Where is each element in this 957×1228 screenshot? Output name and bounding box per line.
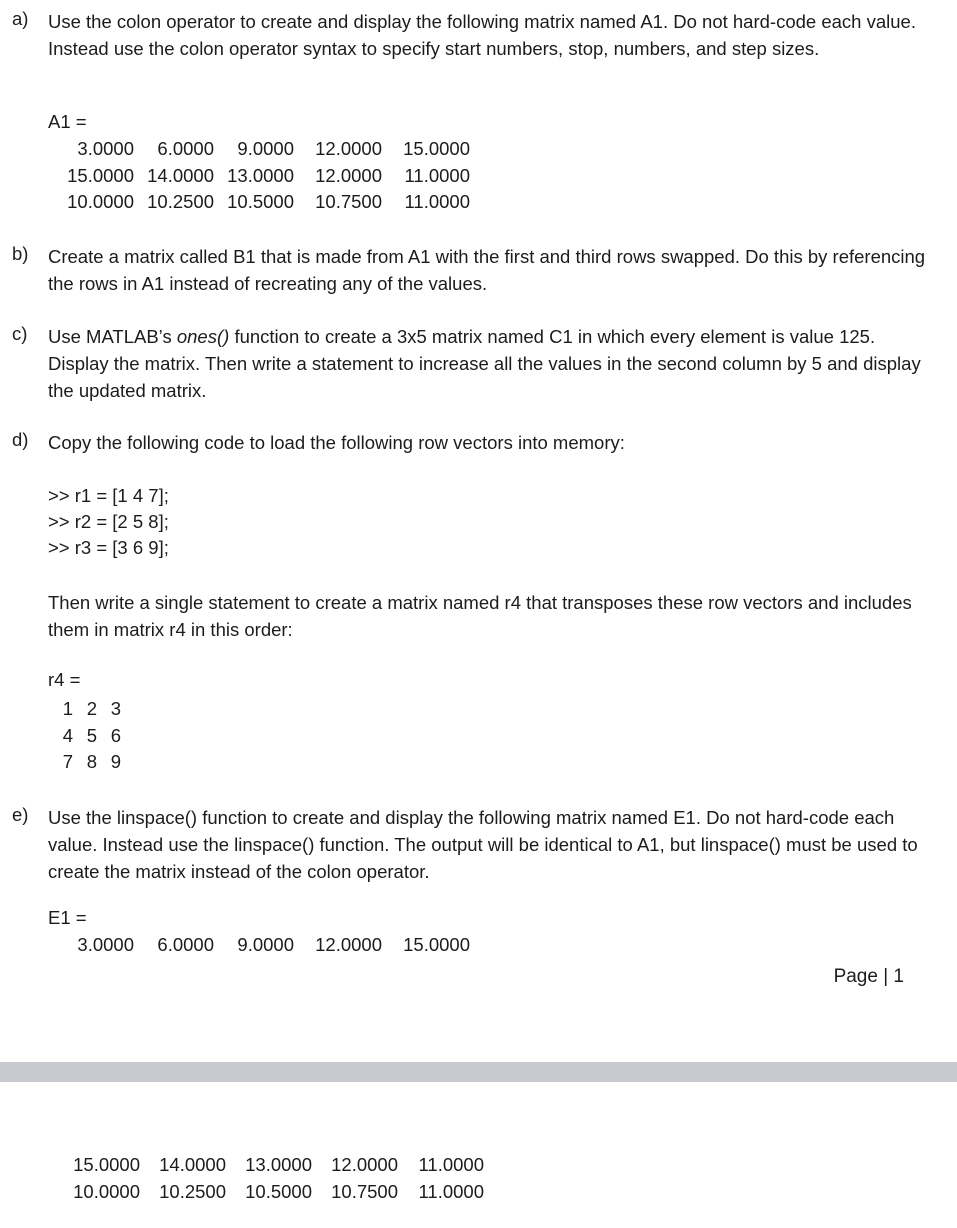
matrix-cell: 15.0000	[403, 138, 470, 159]
section-d-text: Copy the following code to load the following row vectors into memory:	[48, 432, 625, 453]
matrix-cell: 6.0000	[157, 934, 214, 955]
section-a-label: a)	[12, 8, 29, 29]
matrix-cell: 12.0000	[315, 138, 382, 159]
matrix-cell: 14.0000	[147, 164, 214, 186]
matrix-r4	[60, 696, 132, 776]
matrix-row	[60, 136, 476, 163]
section-e-label: e)	[12, 804, 29, 825]
matrix-cell: 3.0000	[77, 934, 134, 955]
section-b-text: Create a matrix called B1 that is made from A1 with the first and third rows swapped. Do this by referencing the rows in A1 instead of recreating any of the values.	[48, 246, 926, 294]
matrix-cell: 9.0000	[237, 934, 294, 955]
matrix-cell: 13.0000	[227, 164, 294, 186]
matrix-r4-name: r4 =	[48, 669, 81, 690]
section-d-label: d)	[12, 429, 29, 450]
page-number: Page | 1	[833, 966, 904, 987]
matrix-e1	[60, 932, 476, 959]
matrix-cell: 8	[86, 751, 97, 772]
matrix-cell: 1	[62, 698, 73, 719]
matrix-a1	[60, 136, 476, 216]
matrix-row	[60, 163, 476, 190]
matrix-cell: 11.0000	[418, 1154, 484, 1175]
matrix-cell: 11.0000	[404, 164, 470, 186]
code-line: >> r2 = [2 5 8];	[48, 511, 169, 532]
matrix-a1-name: A1 =	[48, 111, 87, 132]
matrix-cell: 12.0000	[315, 164, 382, 186]
matrix-cell: 11.0000	[418, 1180, 484, 1202]
section-b-label: b)	[12, 243, 29, 264]
matrix-cell: 14.0000	[159, 1154, 226, 1175]
matrix-cell: 5	[86, 724, 97, 746]
matrix-e1-name: E1 =	[48, 907, 87, 928]
matrix-cell: 2	[86, 698, 97, 719]
matrix-row	[60, 1152, 490, 1179]
matrix-cell: 9.0000	[237, 138, 294, 159]
matrix-row	[60, 749, 132, 776]
section-c-function-name: ones()	[176, 326, 230, 347]
matrix-cell: 10.0000	[73, 1180, 140, 1202]
matrix-cell: 10.0000	[67, 191, 134, 212]
matrix-cell: 6	[110, 724, 121, 746]
matrix-cell: 10.5000	[227, 191, 294, 212]
matrix-cell: 10.2500	[147, 191, 214, 212]
code-line: >> r1 = [1 4 7];	[48, 485, 169, 506]
matrix-cell: 15.0000	[403, 934, 470, 955]
page-break-divider	[0, 1062, 957, 1082]
matrix-cell: 3	[110, 698, 121, 719]
matrix-cell: 13.0000	[245, 1154, 312, 1175]
section-c-label: c)	[12, 323, 28, 344]
matrix-row	[60, 723, 132, 750]
matrix-cell: 3.0000	[77, 138, 134, 159]
matrix-cell: 15.0000	[73, 1154, 140, 1175]
matrix-cell: 4	[62, 724, 73, 746]
matrix-row	[60, 189, 476, 216]
matrix-e1-continued	[60, 1152, 490, 1205]
matrix-cell: 6.0000	[157, 138, 214, 159]
matrix-cell: 10.2500	[159, 1180, 226, 1202]
matrix-cell: 9	[110, 751, 121, 772]
section-c-text-after: function to create a 3x5 matrix named C1 in which every element is value 125. Display the matrix. Then write a statement to increase all the values in the second column by 5 and display the updated matrix.	[48, 326, 921, 401]
section-a-text: Use the colon operator to create and display the following matrix named A1. Do not hard-code each value. Instead use the colon operator syntax to specify start numbers, stop, numbers, and step sizes.	[48, 11, 916, 59]
matrix-cell: 12.0000	[315, 934, 382, 955]
matrix-row	[60, 932, 476, 959]
matrix-row	[60, 696, 132, 723]
section-d-text-2: Then write a single statement to create a matrix named r4 that transposes these row vectors and includes them in matrix r4 in this order:	[48, 592, 912, 640]
matrix-cell: 15.0000	[67, 164, 134, 186]
code-line: >> r3 = [3 6 9];	[48, 537, 169, 558]
matrix-cell: 7	[62, 751, 73, 772]
matrix-cell: 11.0000	[404, 191, 470, 212]
section-c-text-before: Use MATLAB’s	[48, 326, 177, 347]
section-e-text: Use the linspace() function to create and display the following matrix named E1. Do not hard-code each value. Instead use the linspace() function. The output will be identical to A1, but linspace() must be used to create the matrix instead of the colon operator.	[48, 807, 918, 882]
matrix-cell: 10.5000	[245, 1180, 312, 1202]
matrix-row	[60, 1179, 490, 1206]
matrix-cell: 10.7500	[331, 1180, 398, 1202]
matrix-cell: 12.0000	[331, 1154, 398, 1175]
matrix-cell: 10.7500	[315, 191, 382, 212]
section-c-text	[48, 323, 928, 404]
